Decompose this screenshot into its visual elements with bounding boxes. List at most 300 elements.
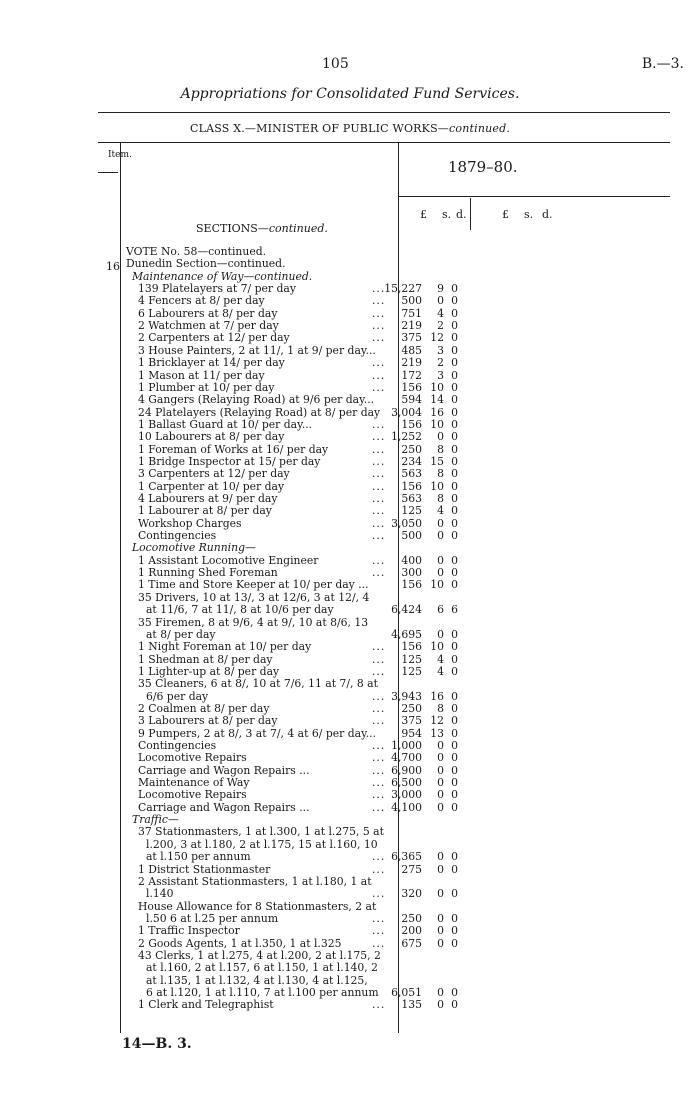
amount-pounds: 320	[401, 887, 422, 901]
line-item-label: 1 Time and Store Keeper at 10/ per day ...	[138, 578, 369, 592]
line-item	[120, 666, 580, 678]
line-item-label: VOTE No. 58—continued.	[126, 245, 267, 258]
line-item-label: House Allowance for 8 Stationmasters, 2 at	[138, 899, 377, 913]
line-item-label: Contingencies	[138, 529, 217, 543]
sections-heading	[196, 222, 328, 235]
amount-pounds: 300	[401, 566, 422, 580]
line-item-label: Contingencies	[138, 739, 217, 752]
amount-pence: 0	[451, 911, 458, 925]
line-item	[120, 481, 580, 493]
amount-shillings: 0	[437, 627, 444, 641]
leader-dots: ...	[372, 850, 386, 864]
amount-shillings: 0	[437, 739, 444, 752]
amount-pence: 0	[451, 701, 458, 715]
item-column-header: Item.	[108, 150, 132, 160]
line-item	[120, 295, 580, 307]
amount-pounds: 156	[401, 380, 422, 394]
amount-pounds: 250	[401, 442, 422, 456]
amount-pounds: 250	[401, 701, 422, 715]
line-item-label: 35 Drivers, 10 at 13/, 3 at 12/6, 3 at 12/, 4	[138, 590, 370, 604]
amount-pounds: 156	[401, 417, 422, 431]
amount-pounds: 485	[401, 343, 422, 357]
amount-pence: 0	[451, 998, 458, 1012]
amount-shillings: 13	[430, 726, 444, 740]
amount-shillings: 0	[437, 998, 444, 1012]
line-item	[120, 962, 580, 974]
amount-shillings: 10	[430, 380, 444, 394]
amount-pounds: 156	[401, 479, 422, 493]
amount-pence: 0	[451, 393, 458, 407]
amount-pounds: 1,252	[391, 430, 422, 444]
amount-shillings: 0	[437, 553, 444, 567]
amount-shillings: 0	[437, 862, 444, 876]
line-item	[120, 332, 580, 344]
amount-pence: 0	[451, 776, 458, 790]
amount-shillings: 0	[437, 986, 444, 999]
amount-pounds: 275	[401, 862, 422, 876]
line-item	[120, 826, 580, 838]
amount-pounds: 6,900	[391, 763, 422, 777]
line-item-label: 1 Traffic Inspector	[138, 924, 240, 938]
leader-dots: ...	[372, 763, 386, 777]
line-item	[120, 703, 580, 715]
amount-pounds: 751	[401, 306, 422, 320]
line-item	[120, 691, 580, 703]
line-item	[120, 258, 580, 270]
amount-shillings: 0	[437, 887, 444, 901]
line-item	[120, 579, 580, 591]
amount-pounds: 400	[401, 553, 422, 567]
amount-pence: 0	[451, 492, 458, 505]
amount-pounds: 6,500	[391, 776, 422, 790]
rule-top	[98, 112, 670, 113]
amount-pounds: 4,695	[391, 627, 422, 641]
line-item-label: 9 Pumpers, 2 at 8/, 3 at 7/, 4 at 6/ per day...	[138, 726, 377, 740]
amount-pence: 0	[451, 380, 458, 394]
amount-pounds: 4,100	[391, 800, 422, 814]
amount-shillings: 8	[437, 442, 444, 456]
leader-dots: ...	[372, 430, 386, 444]
line-item	[120, 271, 580, 283]
class-heading	[0, 122, 700, 135]
amount-shillings: 10	[430, 640, 444, 654]
amount-pounds: 1,000	[391, 739, 422, 752]
amount-pounds: 219	[401, 319, 422, 333]
amount-pounds: 500	[401, 294, 422, 308]
line-item-label: 1 District Stationmaster	[138, 862, 271, 876]
amount-shillings: 12	[430, 331, 444, 345]
leader-dots: ...	[372, 739, 386, 752]
line-item	[120, 851, 580, 863]
amount-shillings: 0	[437, 751, 444, 765]
amount-pence: 6	[451, 603, 458, 617]
line-item-label: 4 Gangers (Relaying Road) at 9/6 per day...	[138, 393, 375, 407]
leader-dots: ...	[372, 640, 386, 654]
line-item-label: 4 Fencers at 8/ per day	[138, 294, 265, 308]
amount-shillings: 8	[437, 701, 444, 715]
amount-shillings: 0	[437, 776, 444, 790]
line-item-label: 3 Labourers at 8/ per day	[138, 714, 278, 728]
leader-dots: ...	[372, 331, 386, 345]
leader-dots: ...	[372, 553, 386, 567]
amount-pence: 0	[451, 763, 458, 777]
amount-pounds: 250	[401, 911, 422, 925]
leader-dots: ...	[372, 319, 386, 333]
line-item-label: l.50 6 at l.25 per annum	[146, 911, 279, 925]
amount-pounds: 135	[401, 998, 422, 1012]
leader-dots: ...	[372, 911, 386, 925]
line-item-label: Locomotive Repairs	[138, 751, 247, 765]
item-underline	[98, 172, 118, 173]
amount-shillings: 10	[430, 578, 444, 592]
line-item-label: 6 at l.120, 1 at l.110, 7 at l.100 per annum	[146, 986, 379, 999]
line-item	[120, 493, 580, 505]
amount-shillings: 0	[437, 763, 444, 777]
amount-pence: 0	[451, 417, 458, 431]
leader-dots: ...	[372, 294, 386, 308]
line-item-label: 1 Plumber at 10/ per day	[138, 380, 275, 394]
line-item-label: Workshop Charges	[138, 516, 242, 530]
leader-dots: ...	[372, 652, 386, 666]
line-item	[120, 431, 580, 443]
line-item-label: 2 Coalmen at 8/ per day	[138, 701, 270, 715]
line-item	[120, 913, 580, 925]
line-item-label: Locomotive Repairs	[138, 788, 247, 802]
amount-pence: 0	[451, 319, 458, 333]
line-item	[120, 925, 580, 937]
line-item-label: 1 Clerk and Telegraphist	[138, 998, 274, 1012]
leader-dots: ...	[372, 529, 386, 543]
amount-pence: 0	[451, 331, 458, 345]
amount-pence: 0	[451, 566, 458, 580]
amount-pounds: 6,051	[391, 986, 422, 999]
page-number: 105	[322, 56, 349, 72]
line-item-label: 35 Cleaners, 6 at 8/, 10 at 7/6, 11 at 7/, 8 at	[138, 677, 378, 691]
line-item-label: 2 Carpenters at 12/ per day	[138, 331, 290, 345]
amount-shillings: 0	[437, 529, 444, 543]
amount-pounds: 234	[401, 454, 422, 468]
line-item	[120, 419, 580, 431]
amount-subcolumn-divider	[470, 198, 471, 230]
line-item	[120, 876, 580, 888]
line-item	[120, 641, 580, 653]
leader-dots: ...	[372, 356, 386, 370]
amount-pounds: 6,424	[391, 603, 422, 617]
line-item-label: Maintenance of Way	[138, 776, 250, 790]
amount-pence: 0	[451, 936, 458, 950]
amount-shillings: 0	[437, 936, 444, 950]
line-item-label: Carriage and Wagon Repairs ...	[138, 800, 310, 814]
line-item-label: 1 Shedman at 8/ per day	[138, 652, 273, 666]
line-item-label: Maintenance of Way—continued.	[132, 269, 313, 283]
amount-shillings: 9	[437, 282, 444, 296]
line-item-label: at l.160, 2 at l.157, 6 at l.150, 1 at l.140, 2	[146, 961, 379, 975]
amount-shillings: 14	[430, 393, 444, 407]
line-item-label: at 8/ per day	[146, 627, 216, 641]
line-item	[120, 382, 580, 394]
class-heading-continued: continued.	[449, 122, 511, 135]
amount-shillings: 3	[437, 368, 444, 382]
amount-shillings: 4	[437, 504, 444, 518]
line-item-label: 1 Carpenter at 10/ per day	[138, 479, 285, 493]
amount-pence: 0	[451, 294, 458, 308]
line-item-label: 1 Labourer at 8/ per day	[138, 504, 272, 518]
line-item-label: 1 Assistant Locomotive Engineer	[138, 553, 319, 567]
line-item-label: 43 Clerks, 1 at l.275, 4 at l.200, 2 at l.175, 2	[138, 948, 381, 962]
amount-pounds: 375	[401, 714, 422, 728]
line-item-label: 1 Foreman of Works at 16/ per day	[138, 442, 329, 456]
amount-shillings: 0	[437, 850, 444, 864]
amount-shillings: 0	[437, 800, 444, 814]
line-item-label: l.200, 3 at l.180, 2 at l.175, 15 at l.160, 10	[146, 837, 378, 851]
leader-dots: ...	[372, 800, 386, 814]
amount-shillings: 6	[437, 603, 444, 617]
line-item-label: 1 Bricklayer at 14/ per day	[138, 356, 285, 370]
amount-shillings: 0	[437, 516, 444, 530]
amount-pounds: 156	[401, 640, 422, 654]
line-item	[120, 987, 580, 999]
amount-pounds: 3,050	[391, 516, 422, 530]
amount-pence: 0	[451, 714, 458, 728]
line-item-label: Traffic—	[132, 813, 179, 827]
amount-pence: 0	[451, 627, 458, 641]
line-item	[120, 370, 580, 382]
amount-pence: 0	[451, 800, 458, 814]
amount-pounds: 172	[401, 368, 422, 382]
line-item-label: 139 Platelayers at 7/ per day	[138, 282, 296, 296]
line-item	[120, 357, 580, 369]
line-item-label: 1 Mason at 11/ per day	[138, 368, 265, 382]
amount-shillings: 0	[437, 566, 444, 580]
line-item	[120, 604, 580, 616]
amount-shillings: 12	[430, 714, 444, 728]
leader-dots: ...	[372, 306, 386, 320]
line-item	[120, 394, 580, 406]
amount-shillings: 2	[437, 356, 444, 370]
amount-pence: 0	[451, 442, 458, 456]
leader-dots: ...	[372, 664, 386, 678]
leader-dots: ...	[372, 467, 386, 481]
amount-pence: 0	[451, 479, 458, 493]
amount-pounds: 125	[401, 664, 422, 678]
line-item	[120, 814, 580, 826]
leader-dots: ...	[372, 936, 386, 950]
amount-pence: 0	[451, 282, 458, 296]
line-item	[120, 468, 580, 480]
line-item	[120, 617, 580, 629]
amount-pounds: 200	[401, 924, 422, 938]
leader-dots: ...	[372, 516, 386, 530]
line-item	[120, 629, 580, 641]
amount-pounds: 563	[401, 492, 422, 505]
amount-pounds: 954	[401, 726, 422, 740]
line-item	[120, 530, 580, 542]
amount-pence: 0	[451, 640, 458, 654]
line-item-label: 2 Assistant Stationmasters, 1 at l.180, 1 at	[138, 874, 372, 888]
sections-heading-continued: continued.	[268, 222, 328, 235]
amount-pounds: 375	[401, 331, 422, 345]
amount-pounds: 3,943	[391, 689, 422, 703]
line-item	[120, 246, 580, 258]
line-item	[120, 505, 580, 517]
line-item-label: 1 Night Foreman at 10/ per day	[138, 640, 312, 654]
amount-pounds: 156	[401, 578, 422, 592]
amount-pence: 0	[451, 430, 458, 444]
pound-header-2: £	[502, 208, 509, 221]
shilling-header-2: s.	[524, 208, 534, 221]
line-item-label: 24 Platelayers (Relaying Road) at 8/ per day	[138, 405, 381, 419]
amount-pence: 0	[451, 788, 458, 802]
leader-dots: ...	[372, 776, 386, 790]
leader-dots: ...	[372, 380, 386, 394]
amount-shillings: 3	[437, 343, 444, 357]
amount-pence: 0	[451, 504, 458, 518]
line-item	[120, 888, 580, 900]
line-item-label: Carriage and Wagon Repairs ...	[138, 763, 310, 777]
line-item	[120, 975, 580, 987]
leader-dots: ...	[372, 689, 386, 703]
amount-shillings: 0	[437, 430, 444, 444]
leader-dots: ...	[372, 924, 386, 938]
amount-shillings: 15	[430, 454, 444, 468]
amount-pence: 0	[451, 726, 458, 740]
leader-dots: ...	[372, 417, 386, 431]
amount-pounds: 15,227	[384, 282, 422, 296]
line-item	[120, 802, 580, 814]
line-item	[120, 740, 580, 752]
amount-shillings: 0	[437, 911, 444, 925]
amount-pounds: 500	[401, 529, 422, 543]
line-item	[120, 789, 580, 801]
line-item	[120, 728, 580, 740]
amount-pence: 0	[451, 652, 458, 666]
amount-pence: 0	[451, 862, 458, 876]
rule-under-year	[398, 196, 670, 197]
line-item-label: at 11/6, 7 at 11/, 8 at 10/6 per day	[146, 603, 334, 617]
year-header: 1879–80.	[448, 158, 518, 176]
amount-shillings: 8	[437, 492, 444, 505]
line-item	[120, 456, 580, 468]
pence-header-2: d.	[542, 208, 553, 221]
line-item	[120, 777, 580, 789]
amount-pounds: 563	[401, 467, 422, 481]
line-item-label: 2 Watchmen at 7/ per day	[138, 319, 279, 333]
line-item-label: 1 Bridge Inspector at 15/ per day	[138, 454, 321, 468]
line-item-label: at l.135, 1 at l.132, 4 at l.130, 4 at l.125,	[146, 973, 368, 987]
line-item-label: l.140	[146, 887, 174, 901]
amount-shillings: 10	[430, 479, 444, 493]
amount-pence: 0	[451, 553, 458, 567]
line-item	[120, 839, 580, 851]
line-item	[120, 542, 580, 554]
amount-pence: 0	[451, 405, 458, 419]
line-item-label: 1 Running Shed Foreman	[138, 566, 278, 580]
leader-dots: ...	[372, 368, 386, 382]
line-item	[120, 864, 580, 876]
line-item-label: 37 Stationmasters, 1 at l.300, 1 at l.275, 5 at	[138, 825, 384, 839]
leader-dots: ...	[372, 479, 386, 493]
amount-pence: 0	[451, 850, 458, 864]
leader-dots: ...	[372, 282, 386, 296]
amount-shillings: 8	[437, 467, 444, 481]
leader-dots: ...	[372, 788, 386, 802]
class-heading-text: CLASS X.—MINISTER OF PUBLIC WORKS—	[189, 122, 450, 135]
page-title: Appropriations for Consolidated Fund Services.	[180, 86, 520, 102]
amount-shillings: 0	[437, 924, 444, 938]
amount-pounds: 6,365	[391, 850, 422, 864]
line-item	[120, 592, 580, 604]
line-item-label: 3 House Painters, 2 at 11/, 1 at 9/ per day...	[138, 343, 376, 357]
line-item	[120, 407, 580, 419]
leader-dots: ...	[372, 504, 386, 518]
document-reference: B.—3.	[641, 56, 684, 72]
pence-header: d.	[456, 208, 467, 221]
leader-dots: ...	[372, 442, 386, 456]
leader-dots: ...	[372, 714, 386, 728]
line-item	[120, 555, 580, 567]
amount-shillings: 2	[437, 319, 444, 333]
footer-signature: 14—B. 3.	[122, 1036, 192, 1052]
amount-pence: 0	[451, 924, 458, 938]
line-item-label: 4 Labourers at 9/ per day	[138, 492, 278, 505]
line-item	[120, 950, 580, 962]
item-number: 16	[106, 260, 120, 273]
line-item-label: 6/6 per day	[146, 689, 209, 703]
line-item	[120, 283, 580, 295]
line-item-label: 35 Firemen, 8 at 9/6, 4 at 9/, 10 at 8/6, 13	[138, 615, 369, 629]
line-item	[120, 518, 580, 530]
amount-pounds: 675	[401, 936, 422, 950]
line-item-label: 10 Labourers at 8/ per day	[138, 430, 285, 444]
line-item	[120, 320, 580, 332]
line-item-label: Locomotive Running—	[132, 541, 256, 555]
line-item-label: Dunedin Section—continued.	[126, 257, 286, 271]
amount-pence: 0	[451, 368, 458, 382]
amount-pence: 0	[451, 529, 458, 543]
line-item	[120, 654, 580, 666]
line-item	[120, 308, 580, 320]
line-item	[120, 444, 580, 456]
leader-dots: ...	[372, 492, 386, 505]
amount-pounds: 125	[401, 504, 422, 518]
amount-pounds: 125	[401, 652, 422, 666]
amount-pence: 0	[451, 664, 458, 678]
leader-dots: ...	[372, 998, 386, 1012]
line-item	[120, 765, 580, 777]
amount-pounds: 594	[401, 393, 422, 407]
amount-pounds: 3,000	[391, 788, 422, 802]
pound-header: £	[420, 208, 427, 221]
line-item-label: at l.150 per annum	[146, 850, 251, 864]
line-item-label: 2 Goods Agents, 1 at l.350, 1 at l.325	[138, 936, 342, 950]
amount-shillings: 4	[437, 652, 444, 666]
line-item	[120, 345, 580, 357]
leader-dots: ...	[372, 887, 386, 901]
amount-pence: 0	[451, 986, 458, 999]
line-item	[120, 901, 580, 913]
leader-dots: ...	[372, 862, 386, 876]
amount-shillings: 10	[430, 417, 444, 431]
amount-pence: 0	[451, 689, 458, 703]
line-item-label: 3 Carpenters at 12/ per day	[138, 467, 290, 481]
line-item	[120, 938, 580, 950]
amount-pence: 0	[451, 306, 458, 320]
rule-under-class	[98, 142, 670, 143]
amount-shillings: 16	[430, 405, 444, 419]
line-item-label: 6 Labourers at 8/ per day	[138, 306, 278, 320]
line-item	[120, 999, 580, 1011]
sections-heading-text: SECTIONS—	[196, 222, 269, 235]
